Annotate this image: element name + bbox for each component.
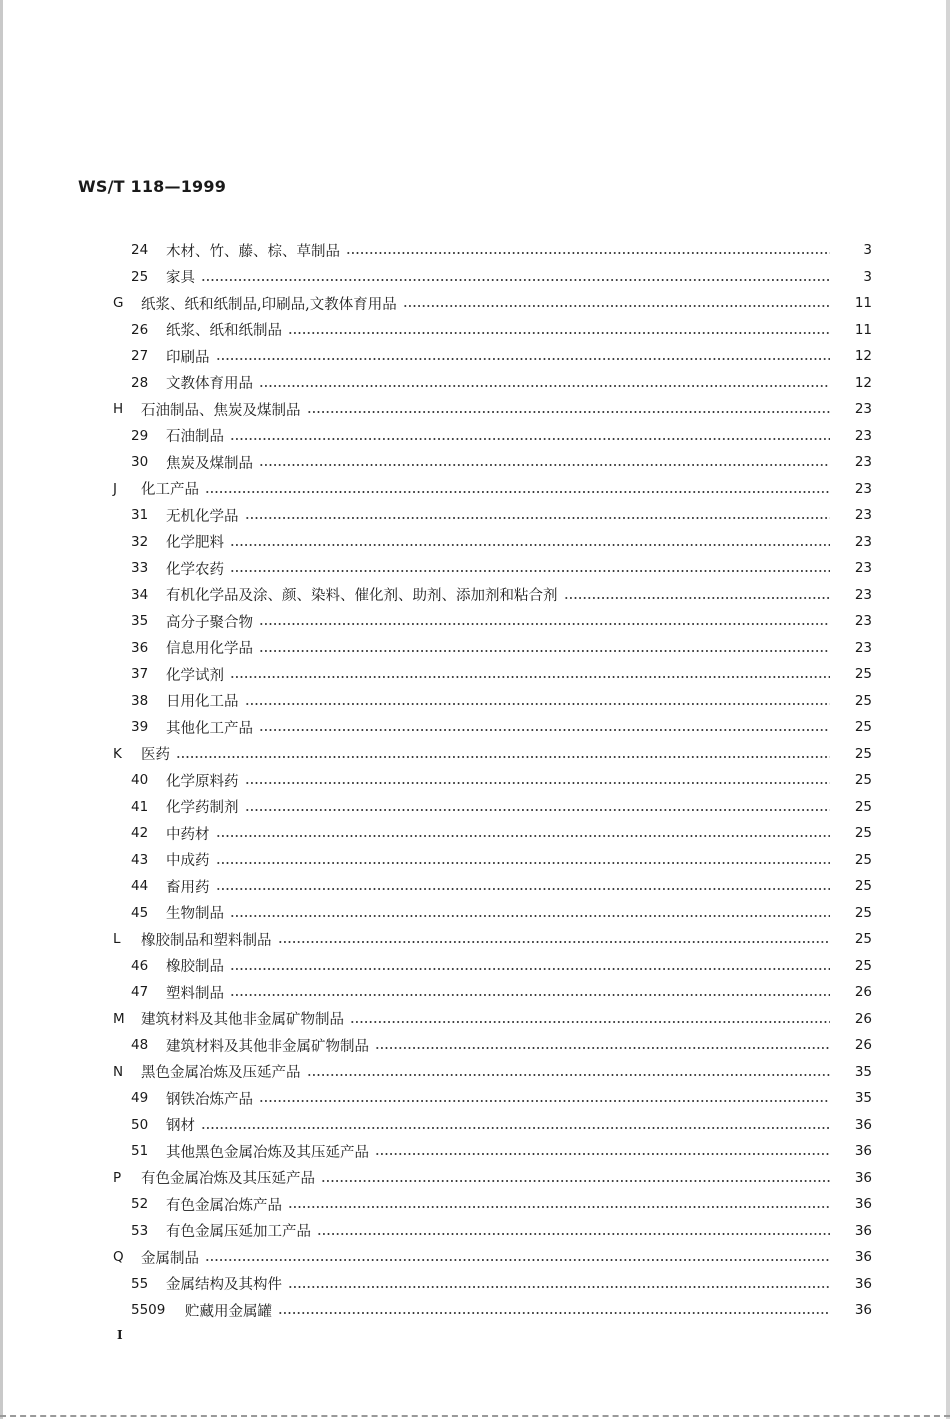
toc-entry-label (0, 1167, 315, 1188)
toc-entry-label (0, 1247, 199, 1268)
toc-entry-page: 3 (863, 268, 872, 285)
dot-leader (216, 853, 831, 867)
toc-entry-page: 25 (854, 825, 872, 842)
toc-entry-title: 塑料制品 (166, 985, 224, 1002)
toc-entry-label (0, 955, 224, 976)
toc-entry-number: 53 (131, 1222, 149, 1239)
toc-entry[interactable] (0, 423, 950, 450)
toc-entry-page: 36 (854, 1275, 872, 1292)
toc-entry-title: 日用化工品 (166, 694, 239, 711)
dot-leader (201, 270, 830, 284)
toc-entry-label (0, 505, 239, 526)
toc-entry-title: 橡胶制品和塑料制品 (141, 932, 272, 949)
toc-entry-label (0, 531, 224, 552)
toc-entry-page: 26 (854, 984, 872, 1001)
toc-entry-page: 3 (863, 242, 872, 259)
dot-leader (259, 1091, 830, 1105)
dot-leader (350, 1012, 830, 1026)
dot-leader (245, 694, 831, 708)
toc-entry[interactable] (0, 767, 950, 794)
toc-entry-page: 36 (854, 1222, 872, 1239)
toc-entry-number: 25 (131, 268, 149, 285)
dot-leader (259, 455, 830, 469)
dot-leader (230, 906, 830, 920)
toc-entry-number: 38 (131, 692, 149, 709)
toc-entry-page: 25 (854, 931, 872, 948)
toc-entry[interactable] (0, 1059, 950, 1086)
toc-entry[interactable] (0, 1138, 950, 1165)
toc-entry-label (0, 717, 253, 738)
toc-entry-title: 化学药制剂 (166, 800, 239, 817)
toc-entry-title: 化学农药 (166, 561, 224, 578)
toc-entry-number: 39 (131, 719, 149, 736)
toc-entry[interactable] (0, 1271, 950, 1298)
toc-entry-label (0, 929, 272, 950)
toc-entry-page: 23 (854, 639, 872, 656)
toc-entry-label (0, 770, 239, 791)
toc-entry-label (0, 743, 170, 764)
dot-leader (176, 747, 830, 761)
toc-entry-page: 25 (854, 904, 872, 921)
toc-entry-title: 有色金属压延加工产品 (166, 1224, 311, 1241)
toc-entry[interactable] (0, 582, 950, 609)
toc-entry-label (0, 452, 253, 473)
toc-entry-page: 25 (854, 851, 872, 868)
toc-entry-label (0, 1273, 282, 1294)
toc-entry-page: 36 (854, 1196, 872, 1213)
toc-entry-page: 23 (854, 613, 872, 630)
toc-entry-page: 35 (854, 1090, 872, 1107)
toc-entry-title: 化学肥料 (166, 535, 224, 552)
toc-entry-page: 25 (854, 798, 872, 815)
toc-entry-number: 51 (131, 1143, 149, 1160)
dot-leader (245, 773, 831, 787)
toc-entry-number: 43 (131, 851, 149, 868)
dot-leader (288, 323, 830, 337)
toc-entry-title: 其他黑色金属冶炼及其压延产品 (166, 1144, 369, 1161)
toc-entry-page: 25 (854, 745, 872, 762)
toc-entry[interactable] (0, 926, 950, 953)
bottom-scan-edge (0, 1415, 950, 1417)
dot-leader (216, 349, 831, 363)
toc-entry[interactable] (0, 608, 950, 635)
dot-leader (375, 1038, 830, 1052)
dot-leader (307, 1065, 831, 1079)
toc-entry-page: 23 (854, 480, 872, 497)
toc-entry-number: 31 (131, 507, 149, 524)
toc-entry-label (0, 1035, 369, 1056)
dot-leader (230, 959, 830, 973)
dot-leader (216, 879, 831, 893)
toc-entry-number: 28 (131, 374, 149, 391)
toc-entry-number: 47 (131, 984, 149, 1001)
toc-entry-title: 畜用药 (166, 879, 210, 896)
toc-entry-title: 有色金属冶炼及其压延产品 (141, 1171, 315, 1188)
toc-entry-number: M (113, 1010, 125, 1027)
toc-entry-page: 12 (854, 348, 872, 365)
toc-entry-label (0, 637, 253, 658)
table-of-contents (0, 237, 950, 1324)
toc-entry-number: 5509 (131, 1302, 166, 1319)
toc-entry-title: 石油制品 (166, 429, 224, 446)
toc-entry-number: 45 (131, 904, 149, 921)
toc-entry[interactable] (0, 237, 950, 264)
toc-entry-page: 25 (854, 692, 872, 709)
toc-entry-label (0, 982, 224, 1003)
toc-entry-page: 26 (854, 1037, 872, 1054)
toc-entry-title: 印刷品 (166, 349, 210, 366)
toc-entry-number: 37 (131, 666, 149, 683)
toc-entry-page: 25 (854, 719, 872, 736)
toc-entry-title: 贮藏用金属罐 (185, 1303, 272, 1320)
toc-entry-page: 23 (854, 586, 872, 603)
toc-entry[interactable] (0, 343, 950, 370)
toc-entry-label (0, 372, 253, 393)
dot-leader (205, 482, 830, 496)
dot-leader (205, 1250, 830, 1264)
toc-entry-label (0, 823, 210, 844)
toc-entry[interactable] (0, 820, 950, 847)
dot-leader (564, 588, 831, 602)
toc-entry-number: G (113, 295, 124, 312)
toc-entry-page: 25 (854, 772, 872, 789)
toc-entry[interactable] (0, 873, 950, 900)
page-number: I (117, 1328, 123, 1342)
toc-entry-number: 40 (131, 772, 149, 789)
toc-entry-number: 55 (131, 1275, 149, 1292)
toc-entry-label (0, 584, 558, 605)
toc-entry[interactable] (0, 979, 950, 1006)
toc-entry[interactable] (0, 555, 950, 582)
toc-entry-number: N (113, 1063, 124, 1080)
toc-entry-label (0, 876, 210, 897)
dot-leader (346, 243, 830, 257)
toc-entry-page: 36 (854, 1169, 872, 1186)
toc-entry-label (0, 1061, 301, 1082)
toc-entry[interactable] (0, 1032, 950, 1059)
toc-entry-label (0, 319, 282, 340)
dot-leader (216, 826, 831, 840)
toc-entry-title: 有色金属冶炼产品 (166, 1197, 282, 1214)
toc-entry-label (0, 1114, 195, 1135)
toc-entry[interactable] (0, 317, 950, 344)
toc-entry-title: 焦炭及煤制品 (166, 455, 253, 472)
toc-entry[interactable] (0, 449, 950, 476)
toc-entry[interactable] (0, 635, 950, 662)
toc-entry-number: 34 (131, 586, 149, 603)
toc-entry-page: 12 (854, 374, 872, 391)
dot-leader (307, 402, 831, 416)
toc-entry-number: 33 (131, 560, 149, 577)
toc-entry-number: 42 (131, 825, 149, 842)
dot-leader (245, 800, 831, 814)
toc-entry-number: 30 (131, 454, 149, 471)
toc-entry-number: 50 (131, 1116, 149, 1133)
toc-entry-page: 11 (854, 295, 872, 312)
toc-entry-page: 25 (854, 878, 872, 895)
toc-entry-number: 27 (131, 348, 149, 365)
toc-entry-label (0, 796, 239, 817)
toc-entry-title: 化工产品 (141, 482, 199, 499)
toc-entry-number: P (113, 1169, 122, 1186)
toc-entry[interactable] (0, 1191, 950, 1218)
toc-entry-label (0, 399, 301, 420)
toc-entry-label (0, 1088, 253, 1109)
toc-entry-page: 36 (854, 1249, 872, 1266)
toc-entry-number: 49 (131, 1090, 149, 1107)
toc-entry-number: 26 (131, 321, 149, 338)
dot-leader (259, 641, 830, 655)
dot-leader (230, 667, 830, 681)
toc-entry-label (0, 293, 397, 314)
dot-leader (278, 1303, 830, 1317)
toc-entry-label (0, 425, 224, 446)
toc-entry-page: 23 (854, 454, 872, 471)
toc-entry-title: 医药 (141, 747, 170, 764)
toc-entry-title: 橡胶制品 (166, 959, 224, 976)
toc-entry-label (0, 478, 199, 499)
toc-entry-title: 石油制品、焦炭及煤制品 (141, 402, 301, 419)
toc-entry-label (0, 664, 224, 685)
toc-entry-title: 生物制品 (166, 906, 224, 923)
toc-entry-title: 纸浆、纸和纸制品 (166, 323, 282, 340)
toc-entry-title: 高分子聚合物 (166, 614, 253, 631)
toc-entry-number: J (113, 480, 117, 497)
toc-entry-number: 32 (131, 533, 149, 550)
toc-entry-page: 36 (854, 1116, 872, 1133)
dot-leader (288, 1277, 830, 1291)
toc-entry-number: Q (113, 1249, 124, 1266)
toc-entry-number: 48 (131, 1037, 149, 1054)
toc-entry-number: L (113, 931, 121, 948)
toc-entry-page: 23 (854, 427, 872, 444)
document-code: WS/T 118—1999 (78, 177, 227, 196)
dot-leader (245, 508, 831, 522)
toc-entry-title: 化学试剂 (166, 667, 224, 684)
toc-entry-title: 纸浆、纸和纸制品,印刷品,文教体育用品 (141, 296, 397, 313)
toc-entry[interactable] (0, 847, 950, 874)
toc-entry-title: 家具 (166, 270, 195, 287)
toc-entry-title: 金属制品 (141, 1250, 199, 1267)
toc-entry-title: 化学原料药 (166, 773, 239, 790)
toc-entry[interactable] (0, 900, 950, 927)
dot-leader (321, 1171, 830, 1185)
toc-entry-page: 23 (854, 401, 872, 418)
toc-entry-label (0, 1194, 282, 1215)
dot-leader (288, 1197, 830, 1211)
dot-leader (201, 1118, 830, 1132)
toc-entry-label (0, 346, 210, 367)
toc-entry-page: 35 (854, 1063, 872, 1080)
toc-entry[interactable] (0, 1297, 950, 1324)
toc-entry-title: 金属结构及其构件 (166, 1277, 282, 1294)
toc-entry-label (0, 1300, 272, 1321)
toc-entry[interactable] (0, 714, 950, 741)
toc-entry[interactable] (0, 502, 950, 529)
toc-entry[interactable] (0, 1006, 950, 1033)
toc-entry-number: 36 (131, 639, 149, 656)
toc-entry-number: 35 (131, 613, 149, 630)
toc-entry-label (0, 1141, 369, 1162)
toc-entry[interactable] (0, 264, 950, 291)
dot-leader (403, 296, 830, 310)
toc-entry[interactable] (0, 1085, 950, 1112)
toc-entry[interactable] (0, 794, 950, 821)
toc-entry-number: 24 (131, 242, 149, 259)
toc-entry-page: 25 (854, 957, 872, 974)
toc-entry-title: 钢铁冶炼产品 (166, 1091, 253, 1108)
toc-entry[interactable] (0, 290, 950, 317)
toc-entry-label (0, 240, 340, 261)
dot-leader (230, 561, 830, 575)
toc-entry-page: 23 (854, 560, 872, 577)
toc-entry-title: 有机化学品及涂、颜、染料、催化剂、助剂、添加剂和粘合剂 (166, 588, 558, 605)
toc-entry[interactable] (0, 1244, 950, 1271)
dot-leader (230, 985, 830, 999)
toc-entry-label (0, 558, 224, 579)
toc-entry[interactable] (0, 370, 950, 397)
toc-entry[interactable] (0, 688, 950, 715)
toc-entry-page: 23 (854, 507, 872, 524)
dot-leader (375, 1144, 830, 1158)
toc-entry[interactable] (0, 476, 950, 503)
toc-entry-number: 46 (131, 957, 149, 974)
toc-entry[interactable] (0, 396, 950, 423)
toc-entry-title: 建筑材料及其他非金属矿物制品 (166, 1038, 369, 1055)
toc-entry-title: 信息用化学品 (166, 641, 253, 658)
toc-entry-title: 钢材 (166, 1118, 195, 1135)
dot-leader (230, 535, 830, 549)
toc-entry-title: 建筑材料及其他非金属矿物制品 (141, 1012, 344, 1029)
toc-entry-number: 52 (131, 1196, 149, 1213)
toc-entry-title: 无机化学品 (166, 508, 239, 525)
dot-leader (259, 376, 830, 390)
toc-entry-page: 36 (854, 1302, 872, 1319)
toc-entry-label (0, 690, 239, 711)
toc-entry-page: 36 (854, 1143, 872, 1160)
toc-entry-number: 29 (131, 427, 149, 444)
dot-leader (259, 614, 830, 628)
dot-leader (317, 1224, 830, 1238)
toc-entry-label (0, 1008, 344, 1029)
toc-entry-page: 11 (854, 321, 872, 338)
toc-entry-label (0, 1220, 311, 1241)
toc-entry-title: 其他化工产品 (166, 720, 253, 737)
toc-entry[interactable] (0, 1112, 950, 1139)
toc-entry-label (0, 902, 224, 923)
toc-entry-title: 木材、竹、藤、棕、草制品 (166, 243, 340, 260)
toc-entry-title: 文教体育用品 (166, 376, 253, 393)
dot-leader (278, 932, 831, 946)
toc-entry-title: 中成药 (166, 853, 210, 870)
toc-entry-page: 23 (854, 533, 872, 550)
toc-entry-page: 25 (854, 666, 872, 683)
dot-leader (230, 429, 830, 443)
toc-entry[interactable] (0, 1218, 950, 1245)
dot-leader (259, 720, 830, 734)
toc-entry-number: H (113, 401, 124, 418)
toc-entry-title: 中药材 (166, 826, 210, 843)
toc-entry[interactable] (0, 661, 950, 688)
toc-entry-number: 44 (131, 878, 149, 895)
toc-entry-label (0, 611, 253, 632)
toc-entry[interactable] (0, 953, 950, 980)
toc-entry[interactable] (0, 1165, 950, 1192)
toc-entry-number: K (113, 745, 122, 762)
toc-entry-title: 黑色金属冶炼及压延产品 (141, 1065, 301, 1082)
toc-entry-label (0, 266, 195, 287)
toc-entry-page: 26 (854, 1010, 872, 1027)
toc-entry[interactable] (0, 741, 950, 768)
toc-entry-label (0, 849, 210, 870)
toc-entry-number: 41 (131, 798, 149, 815)
toc-entry[interactable] (0, 529, 950, 556)
